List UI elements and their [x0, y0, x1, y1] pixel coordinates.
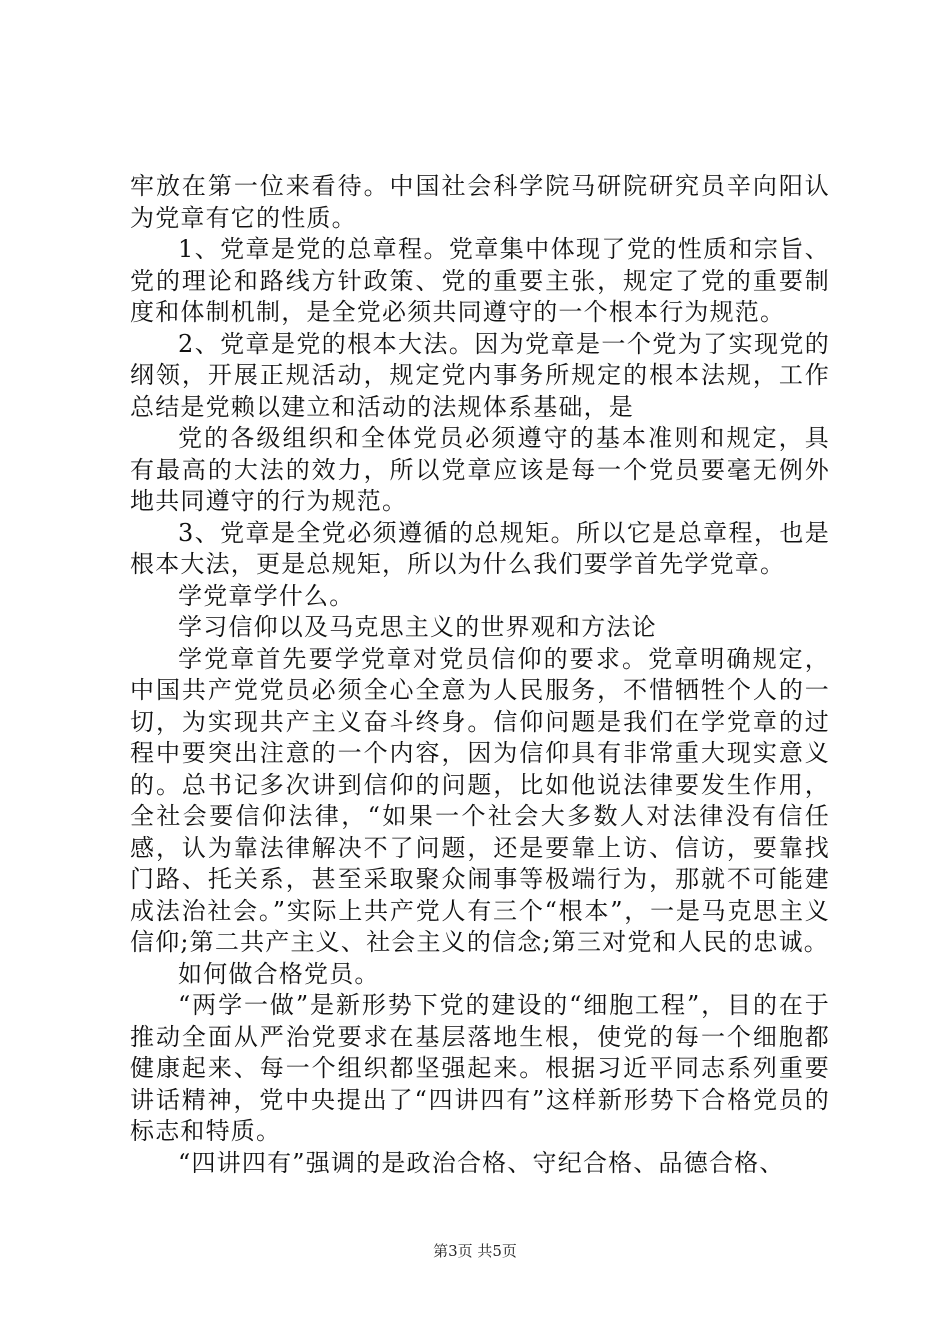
paragraph-5: 3、党章是全党必须遵循的总规矩。所以它是总章程，也是根本大法，更是总规矩，所以为什么我们要学首先学党章。: [130, 518, 830, 578]
paragraph-7: 学习信仰以及马克思主义的世界观和方法论: [178, 613, 657, 641]
paragraph-2: 1、党章是党的总章程。党章集中体现了党的性质和宗旨、党的理论和路线方针政策、党的重要主张，规定了党的重要制度和体制机制，是全党必须共同遵守的一个根本行为规范。: [130, 235, 830, 326]
paragraph-3: 2、党章是党的根本大法。因为党章是一个党为了实现党的纲领，开展正规活动，规定党内事务所规定的根本法规，工作总结是党赖以建立和活动的法规体系基础，是: [130, 329, 830, 421]
paragraph-6: 学党章学什么。: [178, 581, 355, 610]
page-number-footer: 第3页 共5页: [433, 1242, 517, 1260]
paragraph-1: 牢放在第一位来看待。中国社会科学院马研院研究员辛向阳认为党章有它的性质。: [130, 172, 830, 232]
paragraph-10: “两学一做”是新形势下党的建设的“细胞工程”，目的在于推动全面从严治党要求在基层落地生根，使党的每一个细胞都健康起来、每一个组织都坚强起来。根据习近平同志系列重要讲话精神，党中央提出了“四讲四有”这样新形势下合格党员的标志和特质。: [130, 991, 830, 1145]
document-body: [130, 171, 830, 1179]
paragraph-4: 党的各级组织和全体党员必须遵守的基本准则和规定，具有最高的大法的效力，所以党章应该是每一个党员要毫无例外地共同遵守的行为规范。: [130, 424, 830, 515]
paragraph-9: 如何做合格党员。: [178, 959, 380, 988]
paragraph-11: “四讲四有”强调的是政治合格、守纪合格、品德合格、: [178, 1148, 785, 1177]
paragraph-8: 学党章首先要学党章对党员信仰的要求。党章明确规定，中国共产党党员必须全心全意为人民服务，不惜牺牲个人的一切，为实现共产主义奋斗终身。信仰问题是我们在学党章的过程中要突出注意的一个内容，因为信仰具有非常重大现实意义的。总书记多次讲到信仰的问题，比如他说法律要发生作用，全社会要信仰法律，“如果一个社会大多数人对法律没有信任感，认为靠法律解决不了问题，还是要靠上访、信访，要靠找门路、托关系，甚至采取聚众闹事等极端行为，那就不可能建成法治社会。”实际上共产党人有三个“根本”，一是马克思主义信仰;第二共产主义、社会主义的信念;第三对党和人民的忠诚。: [130, 644, 830, 956]
